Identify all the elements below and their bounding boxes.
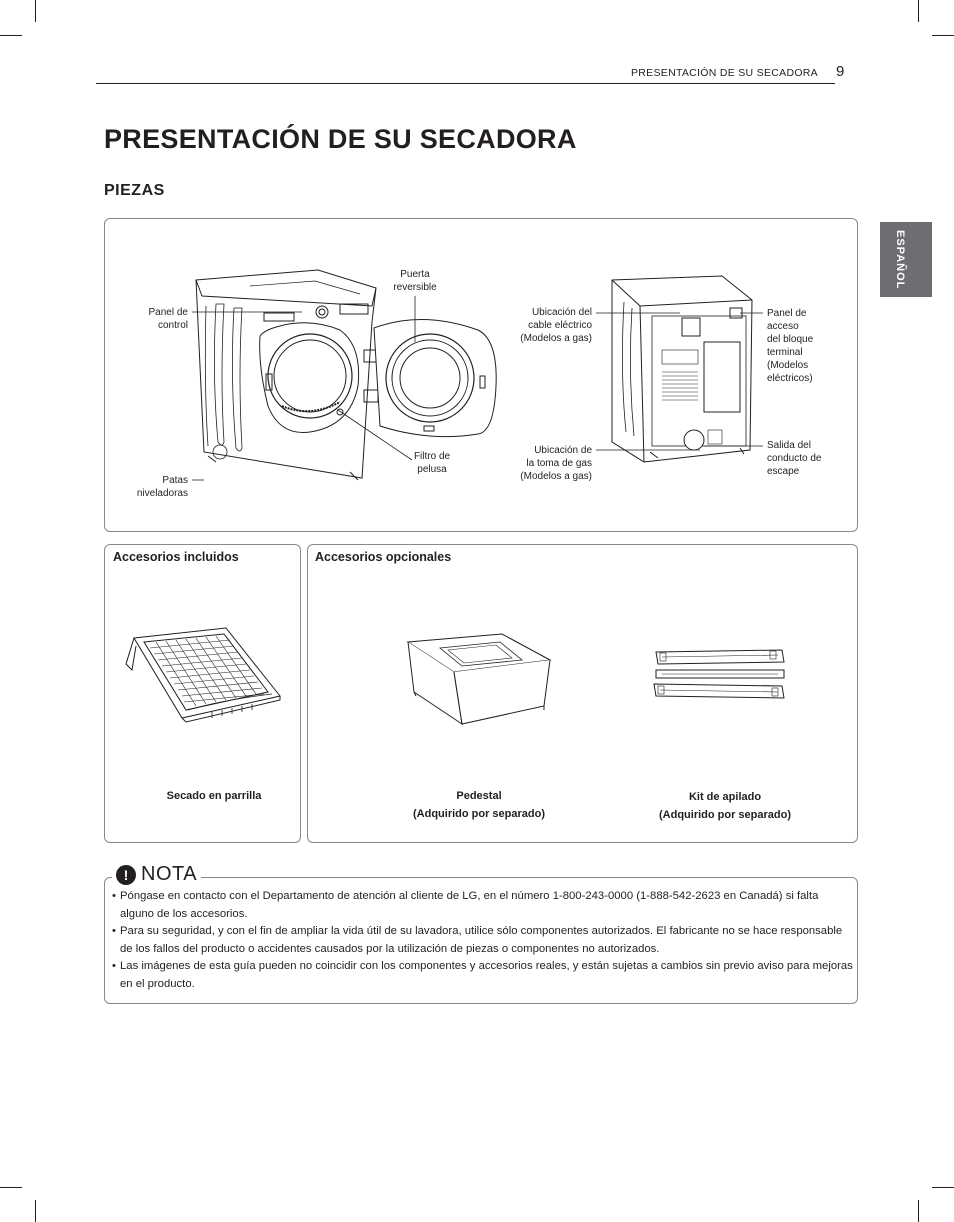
label-lint-filter: Filtro de pelusa (413, 451, 451, 475)
label-power-cord: Ubicación del cable eléctrico (Modelos a gas) (520, 307, 592, 344)
included-accessories-heading: Accesorios incluidos (113, 550, 239, 564)
stacking-kit-illustration (650, 648, 790, 702)
crop-mark (932, 1187, 954, 1188)
note-item: • Las imágenes de esta guía pueden no coincidir con los componentes y accesorios reales, y están sujetas a cambios sin previo aviso para mejoras en el producto. (112, 958, 854, 993)
page-title: PRESENTACIÓN DE SU SECADORA (104, 124, 577, 154)
label-exhaust: Salida del conducto de escape (767, 440, 822, 477)
label-control-panel: Panel de control (148, 307, 188, 331)
crop-mark (0, 1187, 22, 1188)
note-list (112, 888, 854, 993)
label-terminal-panel: Panel de acceso del bloque terminal (Modelos eléctricos) (767, 308, 814, 384)
label-door: Puerta reversible (393, 269, 437, 293)
pedestal-illustration (404, 632, 554, 728)
note-title: NOTA (141, 863, 198, 885)
pedestal-caption: Pedestal (Adquirido por separado) (413, 790, 545, 820)
back-leader-lines (0, 0, 954, 600)
crop-mark (918, 1200, 919, 1222)
label-gas-inlet: Ubicación de la toma de gas (Modelos a gas) (520, 445, 592, 482)
section-title: PIEZAS (104, 182, 165, 199)
stacking-kit-caption: Kit de apilado (Adquirido por separado) (659, 791, 791, 821)
drying-rack-illustration (122, 624, 282, 724)
drying-rack-caption: Secado en parrilla (166, 790, 262, 802)
label-leveling-feet: Patas niveladoras (136, 475, 188, 499)
page-number: 9 (836, 63, 845, 80)
optional-accessories-heading: Accesorios opcionales (315, 550, 452, 564)
note-item: • Para su seguridad, y con el fin de ampliar la vida útil de su lavadora, utilice sólo componentes autorizados. El fabricante no se hace responsable de los fallos del producto o accidentes causados por la utilización de piezas o componentes no autorizados. (112, 923, 854, 958)
note-heading (112, 863, 201, 886)
note-item: • Póngase en contacto con el Departamento de atención al cliente de LG, en el número 1-800-243-0000 (1-888-542-2623 en Canadá) si falta alguno de los accesorios. (112, 888, 854, 923)
language-tab-label: ESPAÑOL (894, 230, 906, 290)
warning-icon: ! (116, 865, 136, 885)
crop-mark (35, 1200, 36, 1222)
running-header: PRESENTACIÓN DE SU SECADORA (630, 67, 818, 79)
